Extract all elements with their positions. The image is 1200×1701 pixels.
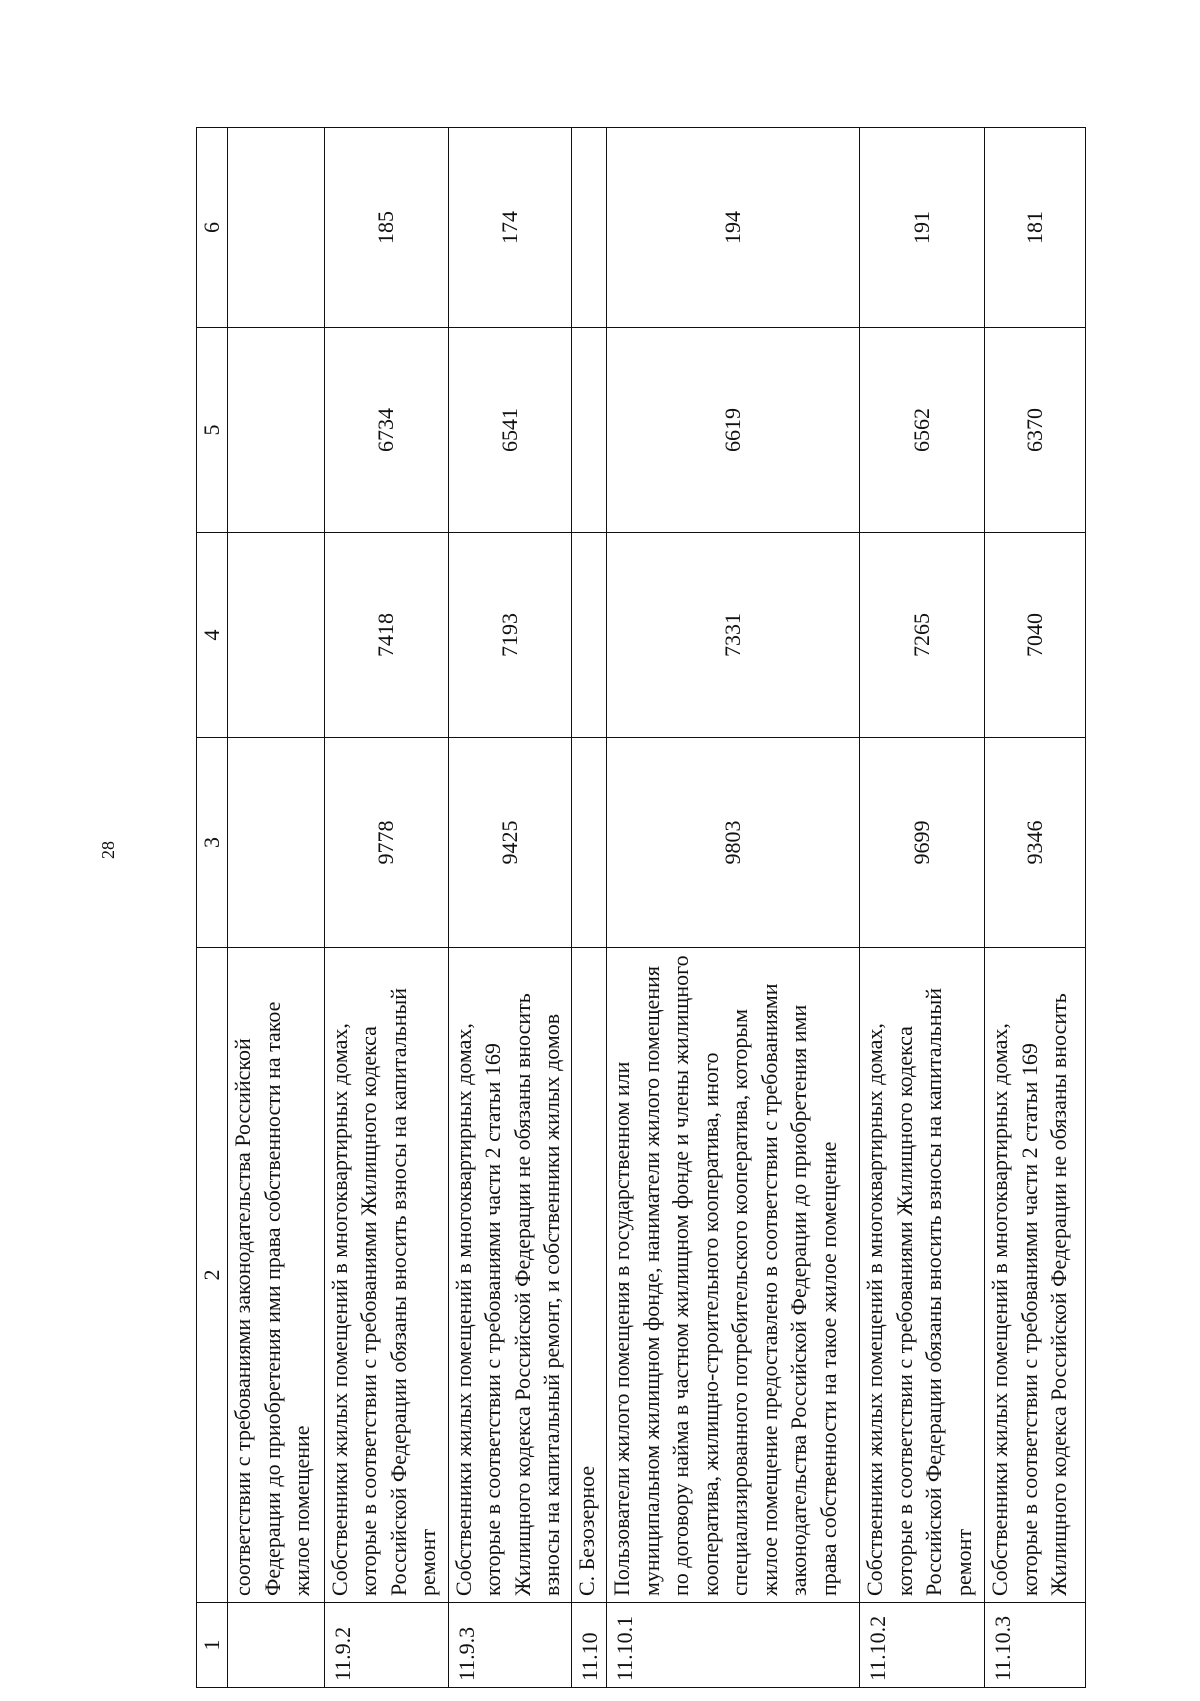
tariff-table-container [196,128,1086,1688]
row-value-col4: 7331 [607,533,860,738]
row-description: Собственники жилых помещений в многоквартирных домах, которые в соответствии с требованиями части 2 статьи 169 Жилищного кодекса Российской Федерации не обязаны вносить [985,948,1086,1603]
row-value-col5: 6734 [324,328,448,533]
row-description: С. Безозерное [572,948,607,1603]
row-value-col6 [572,128,607,328]
row-code: 11.10 [572,1603,607,1688]
table-row [607,128,860,1688]
row-code: 11.9.3 [448,1603,572,1688]
row-value-col4: 7193 [448,533,572,738]
row-value-col3 [228,738,325,948]
row-value-col5: 6541 [448,328,572,533]
row-code [228,1603,325,1688]
row-value-col5 [228,328,325,533]
row-code: 11.10.2 [860,1603,985,1688]
row-value-col3: 9778 [324,738,448,948]
row-value-col3 [572,738,607,948]
row-value-col5: 6370 [985,328,1086,533]
column-header-2: 2 [197,948,228,1603]
row-value-col3: 9425 [448,738,572,948]
row-value-col4: 7040 [985,533,1086,738]
column-header-5: 5 [197,328,228,533]
table-row [324,128,448,1688]
row-value-col5: 6619 [607,328,860,533]
row-code: 11.10.3 [985,1603,1086,1688]
row-value-col6: 174 [448,128,572,328]
row-code: 11.10.1 [607,1603,860,1688]
row-value-col3: 9803 [607,738,860,948]
row-description: соответствии с требованиями законодательства Российской Федерации до приобретения ими права собственности на такое жилое помещение [228,948,325,1603]
row-value-col6: 191 [860,128,985,328]
row-description: Пользователи жилого помещения в государственном или муниципальном жилищном фонде, наниматели жилого помещения по договору найма в частном жилищном фонде и члены жилищного кооператива, жилищно-строительного кооператива, иного специализированного потребительского кооператива, которым жилое помещение предоставлено в соответствии с требованиями законодательства Российской Федерации до приобретения ими права собственности на такое жилое помещение [607,948,860,1603]
row-value-col4: 7418 [324,533,448,738]
row-value-col4 [572,533,607,738]
row-description: Собственники жилых помещений в многоквартирных домах, которые в соответствии с требованиями Жилищного кодекса Российской Федерации обязаны вносить взносы на капитальный ремонт [860,948,985,1603]
row-value-col6: 194 [607,128,860,328]
row-value-col5: 6562 [860,328,985,533]
row-value-col6: 181 [985,128,1086,328]
row-value-col6 [228,128,325,328]
row-value-col4 [228,533,325,738]
table-row [860,128,985,1688]
table-header-row [197,128,228,1688]
table-row [448,128,572,1688]
row-code: 11.9.2 [324,1603,448,1688]
table-row [572,128,607,1688]
column-header-3: 3 [197,738,228,948]
row-value-col3: 9699 [860,738,985,948]
row-value-col5 [572,328,607,533]
row-value-col3: 9346 [985,738,1086,948]
row-description: Собственники жилых помещений в многоквартирных домах, которые в соответствии с требованиями Жилищного кодекса Российской Федерации обязаны вносить взносы на капитальный ремонт [324,948,448,1603]
table-row [228,128,325,1688]
page-number: 28 [98,841,118,859]
table-row [985,128,1086,1688]
column-header-1: 1 [197,1603,228,1688]
column-header-6: 6 [197,128,228,328]
row-value-col6: 185 [324,128,448,328]
tariff-table [196,127,1086,1688]
row-value-col4: 7265 [860,533,985,738]
row-description: Собственники жилых помещений в многоквартирных домах, которые в соответствии с требованиями части 2 статьи 169 Жилищного кодекса Российской Федерации не обязаны вносить взносы на капитальный ремонт, и собственники жилых домов [448,948,572,1603]
column-header-4: 4 [197,533,228,738]
